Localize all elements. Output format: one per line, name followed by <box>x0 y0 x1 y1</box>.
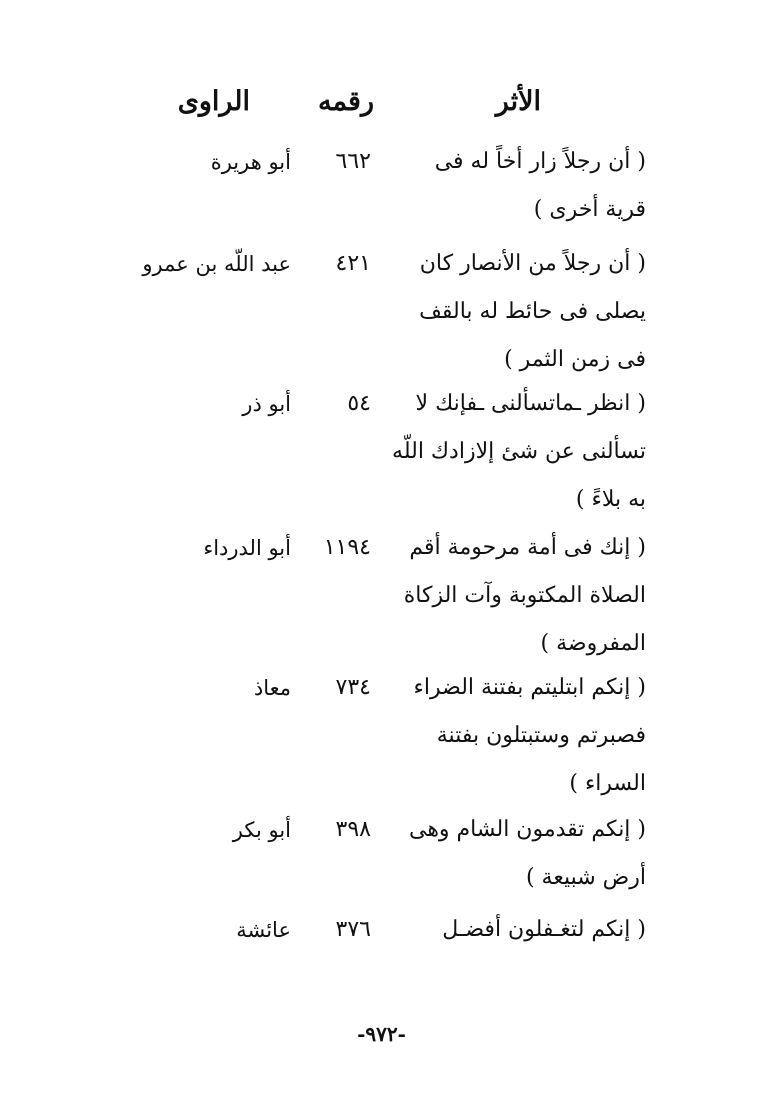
athar-narrator: عبد اللّه بن عمرو <box>142 252 291 276</box>
athar-text <box>376 138 646 234</box>
athar-text-line: قرية أخرى ) <box>533 197 646 222</box>
athar-text <box>376 664 646 808</box>
athar-text-line: يصلى فى حائط له بالقف <box>419 299 646 324</box>
athar-text-line: تسألنى عن شئ إلازادك اللّه <box>392 439 646 464</box>
column-header-athar: الأثر <box>495 86 541 117</box>
athar-text <box>376 524 646 668</box>
column-header-row <box>0 86 763 126</box>
athar-number: ٦٦٢ <box>335 149 371 174</box>
column-header-narrator: الراوى <box>177 86 250 117</box>
athar-number: ٥٤ <box>347 391 371 416</box>
athar-text-line: ( إنكم لتغـفلون أفضـل <box>442 917 646 942</box>
athar-text-line: ( إنكم تقدمون الشام وهى <box>408 817 646 842</box>
athar-narrator: أبو بكر <box>232 818 291 842</box>
athar-text-line: ( إنكم ابتليتم بفتنة الضراء <box>413 675 646 700</box>
athar-text-line: السراء ) <box>569 771 646 796</box>
athar-text-line: به بلاءً ) <box>575 487 646 512</box>
athar-text-line: ( انظر ـماتسألنى ـفإنك لا <box>415 391 646 416</box>
athar-text <box>376 380 646 524</box>
athar-number: ٤٢١ <box>335 251 371 276</box>
athar-number: ١١٩٤ <box>323 535 371 560</box>
athar-text <box>376 906 646 954</box>
athar-text-line: أرض شبيعة ) <box>525 865 646 890</box>
athar-number: ٣٩٨ <box>335 817 371 842</box>
athar-text-line: ( إنك فى أمة مرحومة أقم <box>409 535 646 560</box>
page-number: -٩٧٢- <box>357 1022 406 1046</box>
athar-text-line: ( أن رجلاً زار أخاً له فى <box>434 149 646 174</box>
column-header-number: رقمه <box>317 86 374 117</box>
athar-narrator: أبو هريرة <box>210 150 291 174</box>
athar-narrator: أبو الدرداء <box>203 536 291 560</box>
athar-text-line: فصبرتم وستبتلون بفتنة <box>436 723 646 748</box>
athar-text-line: المفروضة ) <box>540 631 646 656</box>
athar-narrator: أبو ذر <box>242 392 291 416</box>
athar-narrator: معاذ <box>253 676 291 700</box>
athar-number: ٣٧٦ <box>335 917 371 942</box>
athar-number: ٧٣٤ <box>335 675 371 700</box>
athar-text-line: فى زمن الثمر ) <box>504 347 646 372</box>
athar-narrator: عائشة <box>236 918 291 942</box>
athar-text-line: الصلاة المكتوبة وآت الزكاة <box>403 583 646 608</box>
athar-text <box>376 806 646 902</box>
athar-text-line: ( أن رجلاً من الأنصار كان <box>419 251 646 276</box>
athar-text <box>376 240 646 384</box>
